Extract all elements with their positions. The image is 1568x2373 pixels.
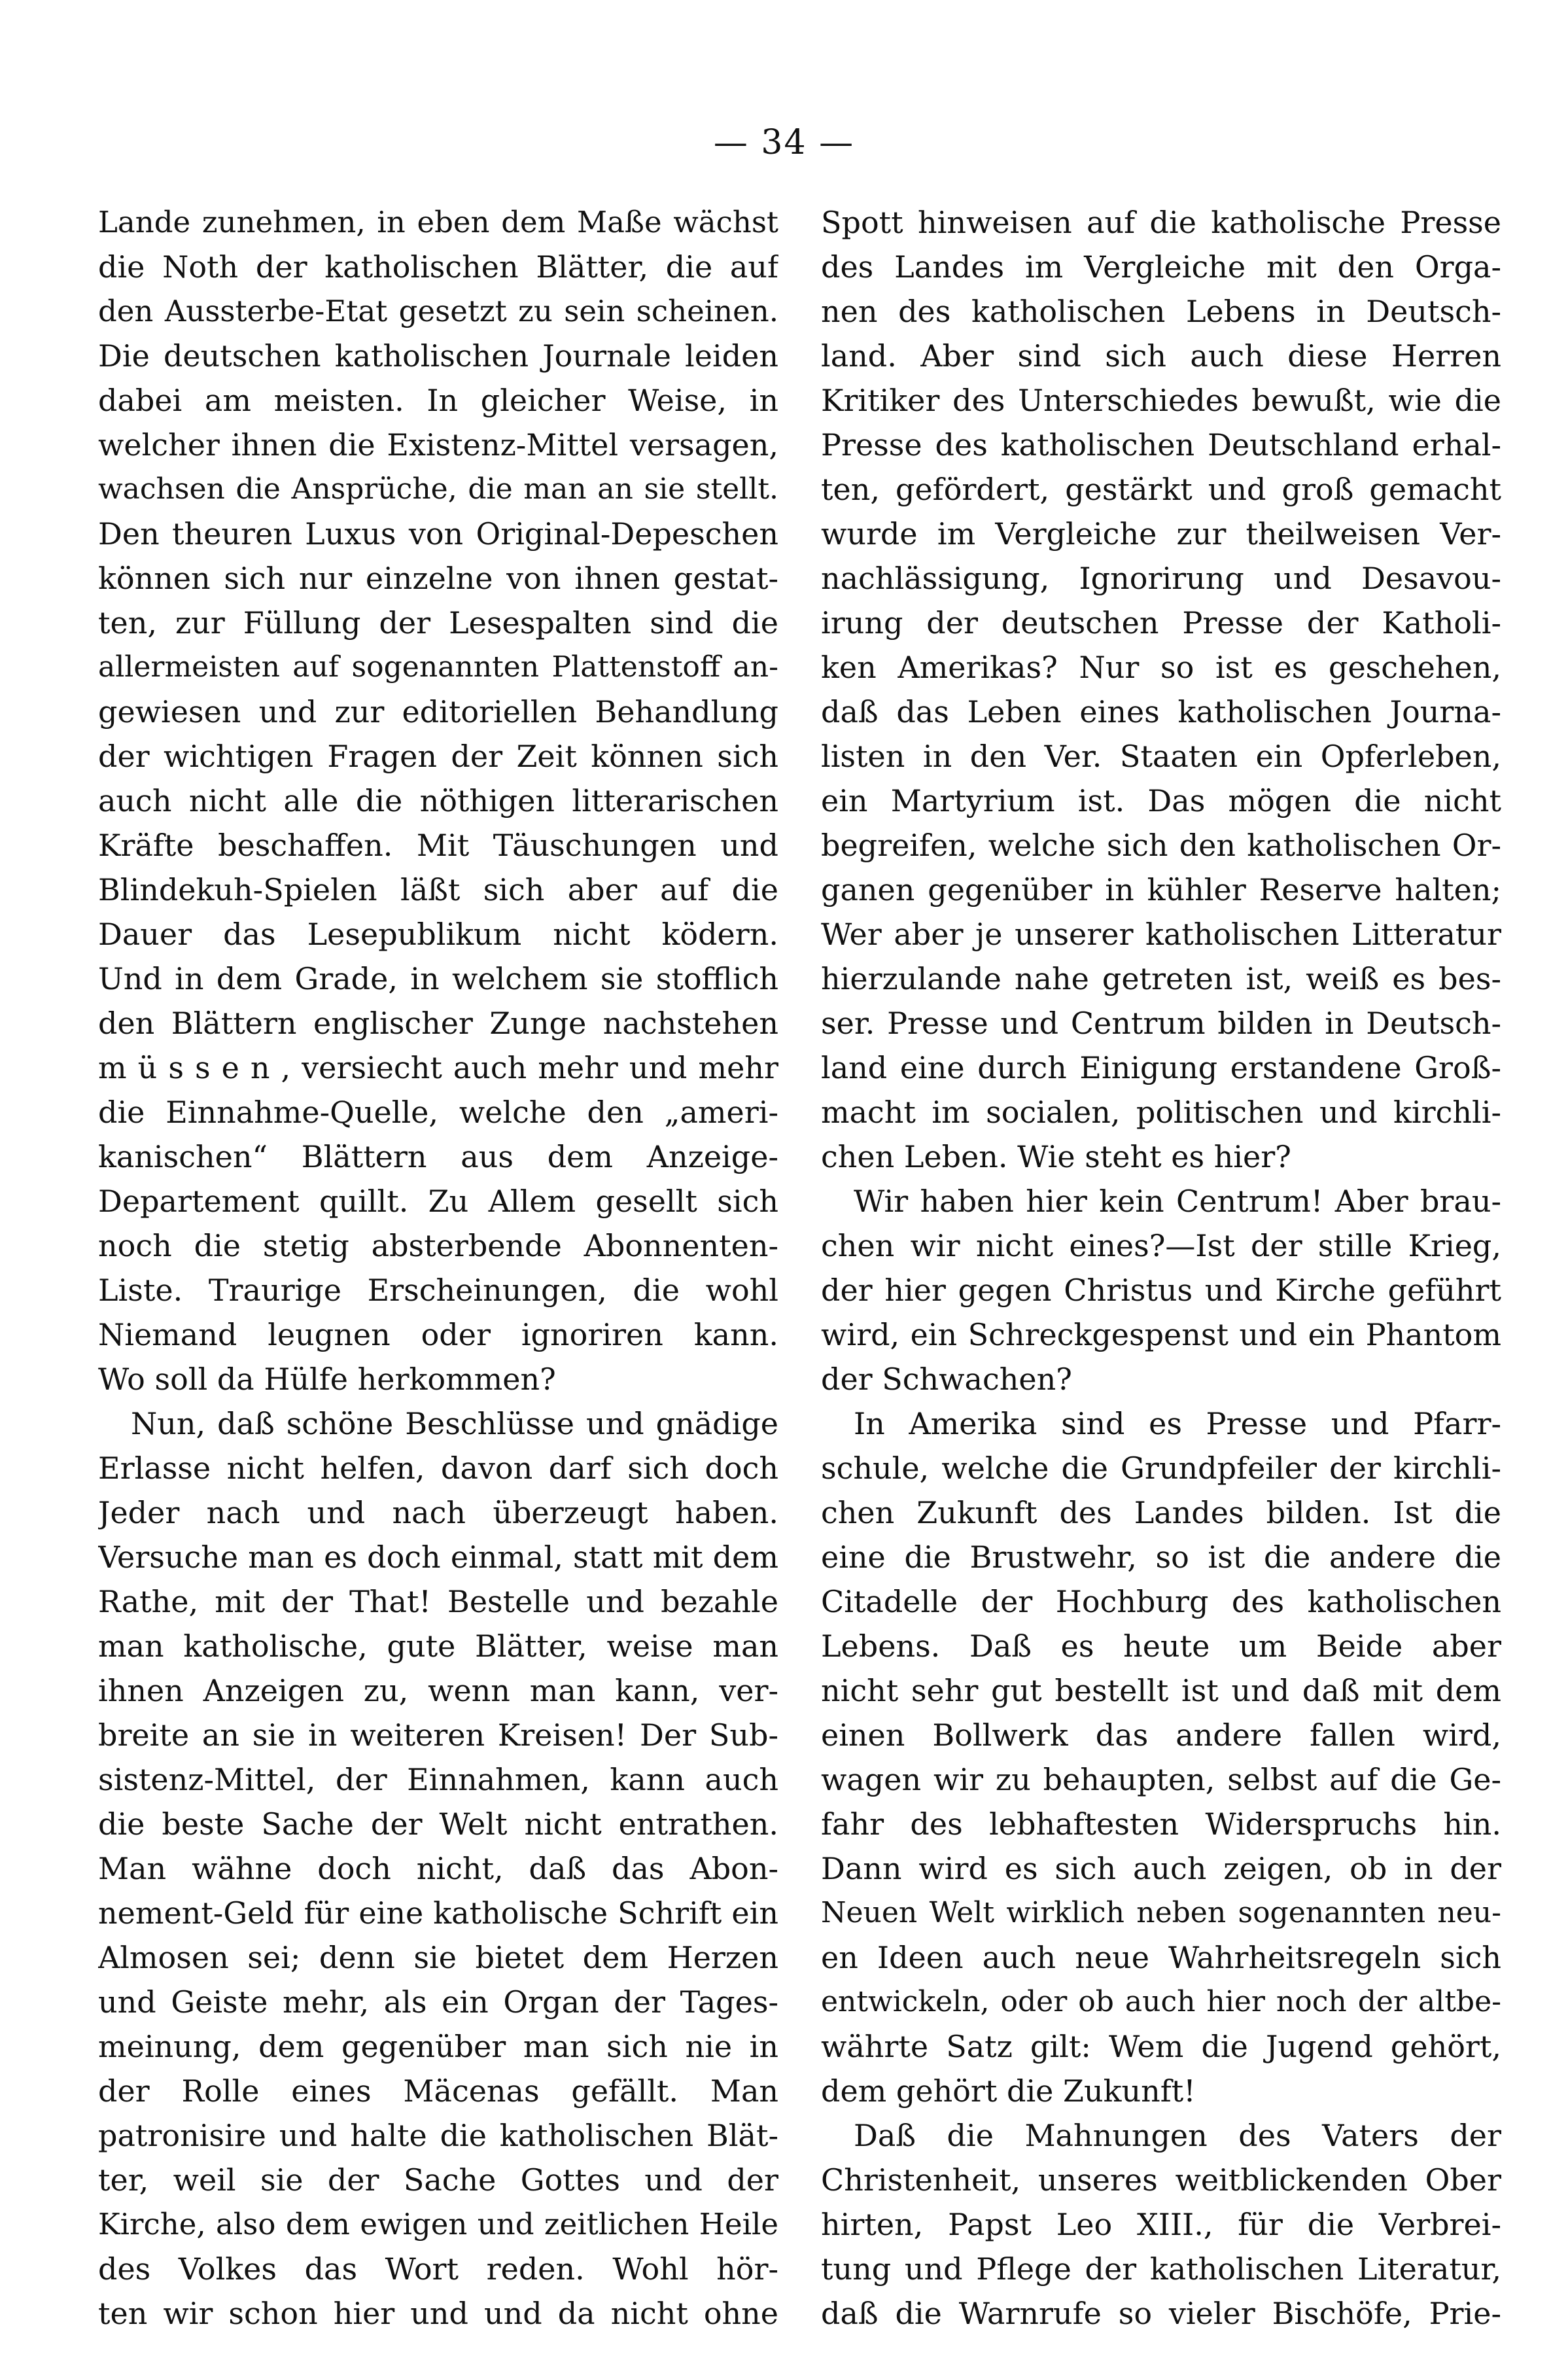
- text-line: kanischen“ Blättern aus dem Anzeige-: [98, 1139, 778, 1174]
- text-line: ter, weil sie der Sache Gottes und der: [98, 2162, 778, 2198]
- text-line: en Ideen auch neue Wahrheitsregeln sich: [821, 1940, 1501, 1975]
- text-line: irung der deutschen Presse der Katholi-: [821, 605, 1501, 641]
- text-line: dem gehört die Zukunft!: [821, 2073, 1196, 2109]
- text-line: m ü s s e n , versiecht auch mehr und mehr: [98, 1050, 778, 1085]
- text-line: ten wir schon hier und und da nicht ohne: [98, 2296, 778, 2331]
- text-line: des Landes im Vergleiche mit den Orga-: [821, 249, 1501, 285]
- text-line: Erlasse nicht helfen, davon darf sich doch: [98, 1450, 778, 1486]
- text-line: nachlässigung, Ignorirung und Desavou-: [821, 561, 1501, 596]
- left-column: [98, 200, 778, 2336]
- text-line: Neuen Welt wirklich neben sogenannten neu-: [821, 1896, 1501, 1929]
- text-line: ten, gefördert, gestärkt und groß gemacht: [821, 472, 1501, 507]
- text-line: breite an sie in weiteren Kreisen! Der Sub-: [98, 1717, 778, 1753]
- text-line: Presse des katholischen Deutschland erhal-: [821, 427, 1501, 463]
- text-line: fahr des lebhaftesten Widerspruchs hin.: [821, 1806, 1501, 1842]
- text-line: noch die stetig absterbende Abonnenten-: [98, 1228, 778, 1263]
- text-line: wurde im Vergleiche zur theilweisen Ver-: [821, 516, 1501, 552]
- text-line: die Noth der katholischen Blätter, die auf: [98, 249, 778, 285]
- text-line: ein Martyrium ist. Das mögen die nicht: [821, 783, 1501, 818]
- text-line: daß die Warnrufe so vieler Bischöfe, Prie-: [821, 2296, 1501, 2331]
- text-line: Daß die Mahnungen des Vaters der: [854, 2118, 1501, 2153]
- text-line: Niemand leugnen oder ignoriren kann.: [98, 1317, 778, 1352]
- text-line: Kritiker des Unterschiedes bewußt, wie die: [821, 383, 1501, 418]
- text-line: Citadelle der Hochburg des katholischen: [821, 1584, 1501, 1619]
- text-line: hierzulande nahe getreten ist, weiß es bes-: [821, 961, 1501, 996]
- text-line: des Volkes das Wort reden. Wohl hör-: [98, 2251, 778, 2287]
- text-line: Liste. Traurige Erscheinungen, die wohl: [98, 1273, 778, 1308]
- text-line: dabei am meisten. In gleicher Weise, in: [98, 383, 778, 418]
- text-line: Kräfte beschaffen. Mit Täuschungen und: [98, 828, 778, 863]
- text-line: Blindekuh-Spielen läßt sich aber auf die: [98, 872, 778, 907]
- text-line: nen des katholischen Lebens in Deutsch-: [821, 294, 1501, 329]
- text-line: eine die Brustwehr, so ist die andere die: [821, 1539, 1501, 1575]
- text-line: der Schwachen?: [821, 1362, 1072, 1397]
- text-line: und Geiste mehr, als ein Organ der Tages-: [98, 1984, 778, 2020]
- text-line: Die deutschen katholischen Journale leiden: [98, 338, 778, 374]
- text-line: Man wähne doch nicht, daß das Abon-: [98, 1851, 778, 1886]
- text-line: nicht sehr gut bestellt ist und daß mit dem: [821, 1673, 1501, 1708]
- text-line: Nun, daß schöne Beschlüsse und gnädige: [131, 1406, 778, 1441]
- text-line: entwickeln, oder ob auch hier noch der altbe-: [821, 1985, 1501, 2018]
- text-line: allermeisten auf sogenannten Plattenstoff an-: [98, 650, 778, 684]
- text-line: man katholische, gute Blätter, weise man: [98, 1628, 778, 1664]
- text-line: macht im socialen, politischen und kirchli-: [821, 1095, 1501, 1130]
- text-line: daß das Leben eines katholischen Journa-: [821, 694, 1501, 729]
- text-line: tung und Pflege der katholischen Literatur,: [821, 2251, 1501, 2287]
- text-line: meinung, dem gegenüber man sich nie in: [98, 2029, 778, 2064]
- text-line: patronisire und halte die katholischen Blät-: [98, 2118, 778, 2153]
- text-line: nement-Geld für eine katholische Schrift ein: [98, 1895, 778, 1931]
- text-line: wachsen die Ansprüche, die man an sie stellt.: [98, 472, 778, 506]
- text-line: ihnen Anzeigen zu, wenn man kann, ver-: [98, 1673, 778, 1708]
- text-line: ganen gegenüber in kühler Reserve halten;: [821, 872, 1501, 907]
- text-line: land eine durch Einigung erstandene Groß-: [821, 1050, 1501, 1085]
- text-line: der hier gegen Christus und Kirche geführt: [821, 1273, 1501, 1308]
- text-line: Wer aber je unserer katholischen Litteratur: [821, 917, 1501, 952]
- text-line: chen wir nicht eines?—Ist der stille Krieg,: [821, 1228, 1501, 1263]
- text-line: Und in dem Grade, in welchem sie stofflich: [98, 961, 778, 996]
- text-line: ken Amerikas? Nur so ist es geschehen,: [821, 650, 1501, 685]
- text-line: gewiesen und zur editoriellen Behandlung: [98, 694, 778, 729]
- text-line: Wir haben hier kein Centrum! Aber brau-: [854, 1184, 1501, 1219]
- text-line: den Aussterbe-Etat gesetzt zu sein scheinen.: [98, 294, 778, 328]
- text-line: wird, ein Schreckgespenst und ein Phantom: [821, 1317, 1501, 1352]
- page-number: — 34 —: [713, 123, 855, 162]
- text-line: hirten, Papst Leo XIII., für die Verbrei-: [821, 2207, 1501, 2242]
- right-column: [821, 200, 1501, 2336]
- text-line: Lande zunehmen, in eben dem Maße wächst: [98, 205, 778, 239]
- text-line: In Amerika sind es Presse und Pfarr-: [854, 1406, 1501, 1441]
- text-line: auch nicht alle die nöthigen litterarischen: [98, 783, 778, 818]
- text-line: Wo soll da Hülfe herkommen?: [98, 1362, 556, 1397]
- text-line: die Einnahme-Quelle, welche den „ameri-: [98, 1095, 778, 1130]
- text-line: Den theuren Luxus von Original-Depeschen: [98, 516, 778, 552]
- text-line: können sich nur einzelne von ihnen gestat-: [98, 561, 778, 596]
- text-line: Versuche man es doch einmal, statt mit dem: [98, 1539, 778, 1575]
- text-line: schule, welche die Grundpfeiler der kirchli-: [821, 1450, 1501, 1486]
- text-line: ser. Presse und Centrum bilden in Deutsch-: [821, 1006, 1501, 1041]
- text-line: Kirche, also dem ewigen und zeitlichen Heile: [98, 2207, 778, 2241]
- text-line: wagen wir zu behaupten, selbst auf die Ge-: [821, 1762, 1501, 1797]
- text-line: Spott hinweisen auf die katholische Presse: [821, 205, 1501, 240]
- text-line: den Blättern englischer Zunge nachstehen: [98, 1006, 778, 1041]
- text-line: Christenheit, unseres weitblickenden Ober: [821, 2162, 1501, 2198]
- text-line: land. Aber sind sich auch diese Herren: [821, 338, 1501, 374]
- text-line: einen Bollwerk das andere fallen wird,: [821, 1717, 1501, 1753]
- text-line: begreifen, welche sich den katholischen Or-: [821, 828, 1501, 863]
- text-line: der Rolle eines Mäcenas gefällt. Man: [98, 2073, 778, 2109]
- text-line: währte Satz gilt: Wem die Jugend gehört,: [821, 2029, 1501, 2064]
- text-line: welcher ihnen die Existenz-Mittel versagen,: [98, 427, 778, 463]
- text-line: Departement quillt. Zu Allem gesellt sich: [98, 1184, 778, 1219]
- text-line: Dann wird es sich auch zeigen, ob in der: [821, 1851, 1501, 1886]
- text-line: der wichtigen Fragen der Zeit können sich: [98, 739, 778, 774]
- text-line: Jeder nach und nach überzeugt haben.: [98, 1495, 778, 1530]
- text-line: chen Zukunft des Landes bilden. Ist die: [821, 1495, 1501, 1530]
- text-line: chen Leben. Wie steht es hier?: [821, 1139, 1291, 1174]
- text-line: Rathe, mit der That! Bestelle und bezahle: [98, 1584, 778, 1619]
- text-line: sistenz-Mittel, der Einnahmen, kann auch: [98, 1762, 778, 1797]
- text-line: Almosen sei; denn sie bietet dem Herzen: [98, 1940, 778, 1975]
- text-line: die beste Sache der Welt nicht entrathen.: [98, 1806, 778, 1842]
- text-line: Lebens. Daß es heute um Beide aber: [821, 1628, 1501, 1664]
- text-line: Dauer das Lesepublikum nicht ködern.: [98, 917, 778, 952]
- text-line: listen in den Ver. Staaten ein Opferleben,: [821, 739, 1501, 774]
- text-line: ten, zur Füllung der Lesespalten sind die: [98, 605, 778, 641]
